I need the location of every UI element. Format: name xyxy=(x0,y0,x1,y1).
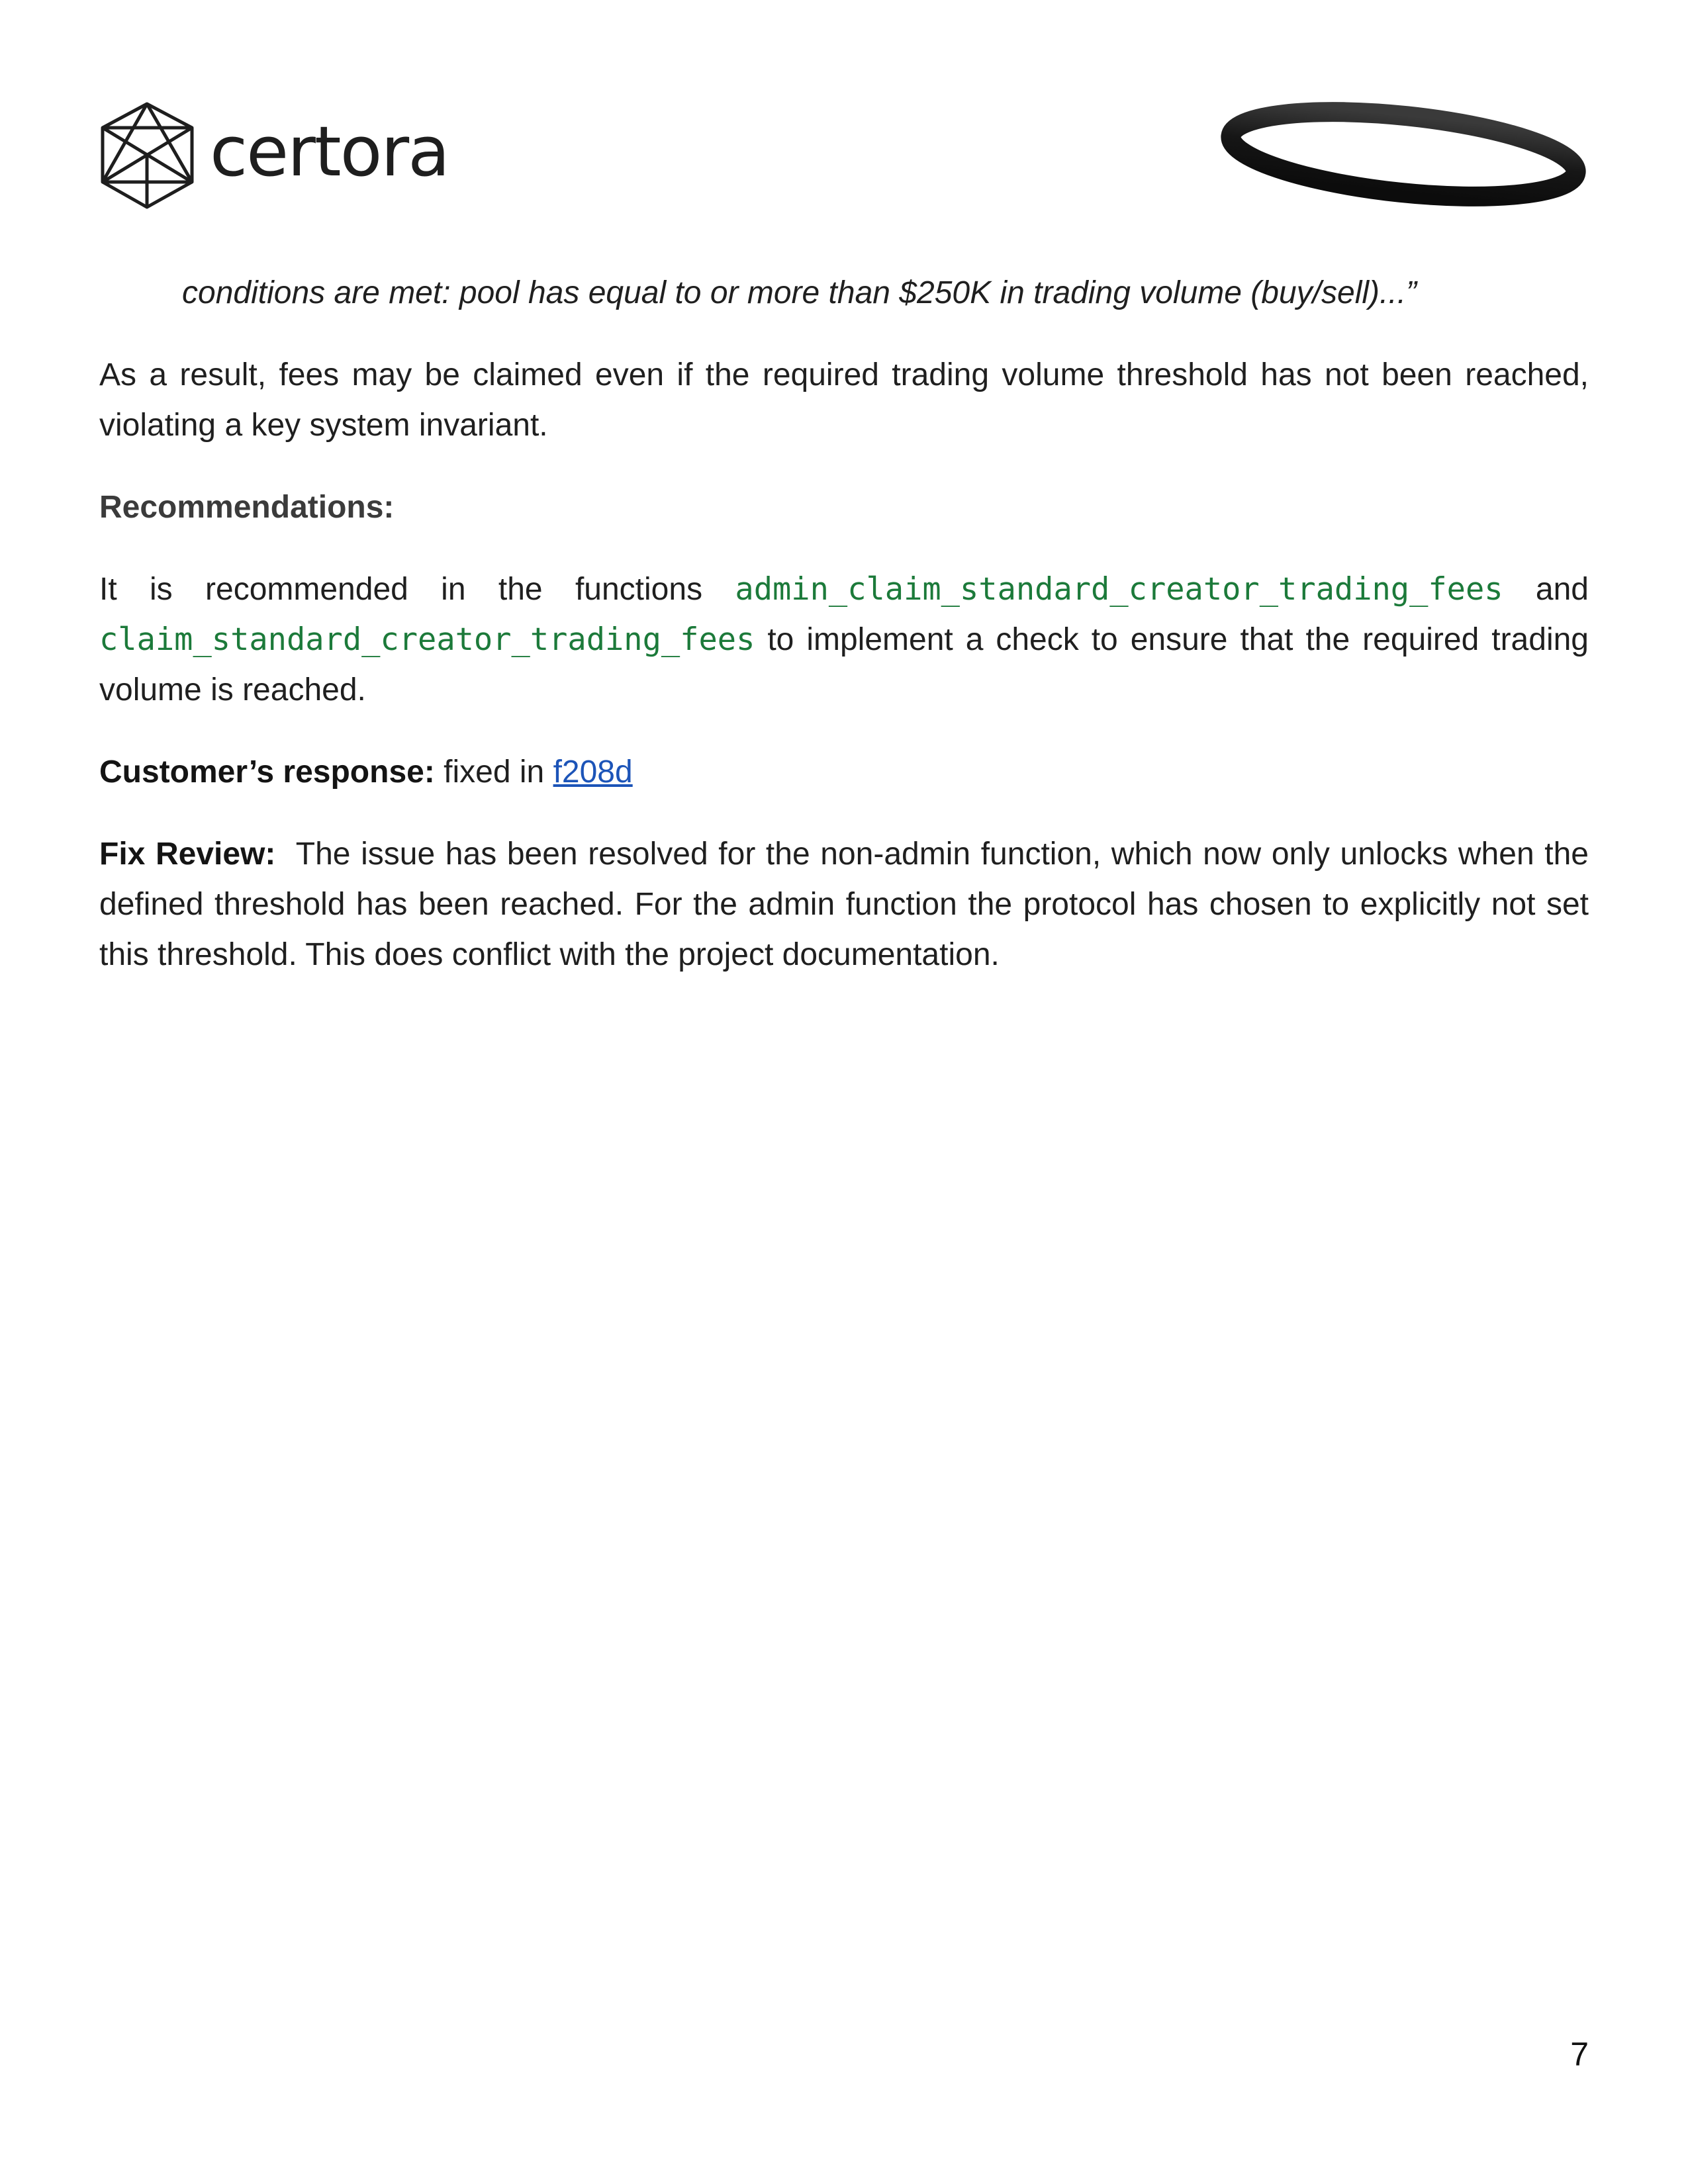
recommendation-suffix: to implement a check to ensure that the required trading volume is reached. xyxy=(99,622,1589,707)
recommendation-middle: and xyxy=(1503,572,1589,607)
fix-review xyxy=(99,829,1598,980)
function-name-admin-claim: admin_claim_standard_creator_trading_fees xyxy=(735,571,1503,608)
commit-link[interactable]: f208d xyxy=(553,754,633,790)
fix-review-label: Fix Review: xyxy=(99,837,276,872)
recommendation-prefix: It is recommended in the functions xyxy=(99,572,735,607)
document-body xyxy=(99,268,1598,980)
page-header xyxy=(99,99,1589,212)
certora-hexagon-icon xyxy=(99,101,195,210)
certora-logo xyxy=(99,99,449,212)
customer-response-text: fixed in xyxy=(434,754,553,790)
recommendation-paragraph xyxy=(99,565,1589,715)
black-ring-icon xyxy=(1218,99,1589,212)
page-number: 7 xyxy=(1570,2036,1589,2073)
function-name-claim: claim_standard_creator_trading_fees xyxy=(99,621,755,658)
recommendations-heading: Recommendations: xyxy=(99,490,395,525)
customer-response-label: Customer’s response: xyxy=(99,754,435,790)
result-paragraph: As a result, fees may be claimed even if the required trading volume threshold has not been reached, violating a key system invariant. xyxy=(99,357,1589,443)
fix-review-text: The issue has been resolved for the non-admin function, which now only unlocks when the defined threshold has been reached. For the admin function the protocol has chosen to explicitly not set this threshold. This does conflict with the project documentation. xyxy=(99,837,1598,972)
logo-wordmark: certora xyxy=(210,111,449,192)
customer-response xyxy=(99,747,1589,797)
quoted-documentation: conditions are met: pool has equal to or more than $250K in trading volume (buy/sell)...” xyxy=(182,275,1417,310)
